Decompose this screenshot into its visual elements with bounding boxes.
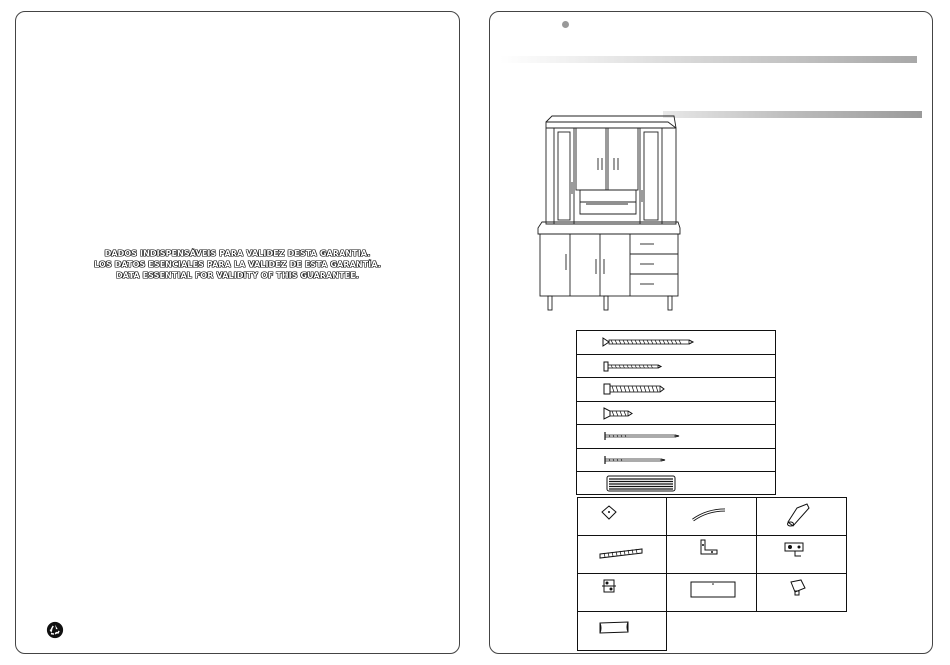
screw-table <box>576 330 776 495</box>
screw-row-medium <box>577 355 775 379</box>
nail-row-short <box>577 449 775 473</box>
nail-row-long <box>577 425 775 449</box>
guarantee-line-en: DATA ESSENTIAL FOR VALIDITY OF THIS GUARANTEE. <box>116 271 359 280</box>
bag-cell <box>577 611 667 651</box>
cam-lock-cell <box>577 497 667 536</box>
section-gradient-bar <box>663 111 922 118</box>
dot-icon <box>562 21 569 28</box>
header-gradient-bar <box>500 56 917 63</box>
right-page <box>489 11 933 654</box>
hinge-plate-cell <box>577 573 667 612</box>
guarantee-line-pt: DADOS INDISPENSÁVEIS PARA VALIDEZ DESTA GARANTIA. <box>104 249 371 258</box>
screw-row-short <box>577 402 775 426</box>
parts-grid <box>577 497 847 651</box>
screw-row-thick <box>577 378 775 402</box>
shelf-support-cell <box>756 573 847 612</box>
leg-cell <box>756 497 847 536</box>
guarantee-notice <box>16 248 459 281</box>
handle-cell <box>666 497 757 536</box>
screw-row-long <box>577 331 775 355</box>
guarantee-line-es: LOS DATOS ESENCIALES PARA LA VALIDEZ DE ESTA GARANTÍA. <box>94 260 381 269</box>
recycle-icon <box>46 621 64 639</box>
dowel-strip-row <box>577 472 775 496</box>
hinge-cell <box>756 535 847 574</box>
label-plate-cell <box>666 573 757 612</box>
threaded-rod-cell <box>577 535 667 574</box>
left-page <box>15 11 460 654</box>
corner-bracket-cell <box>666 535 757 574</box>
furniture-illustration <box>528 114 688 312</box>
